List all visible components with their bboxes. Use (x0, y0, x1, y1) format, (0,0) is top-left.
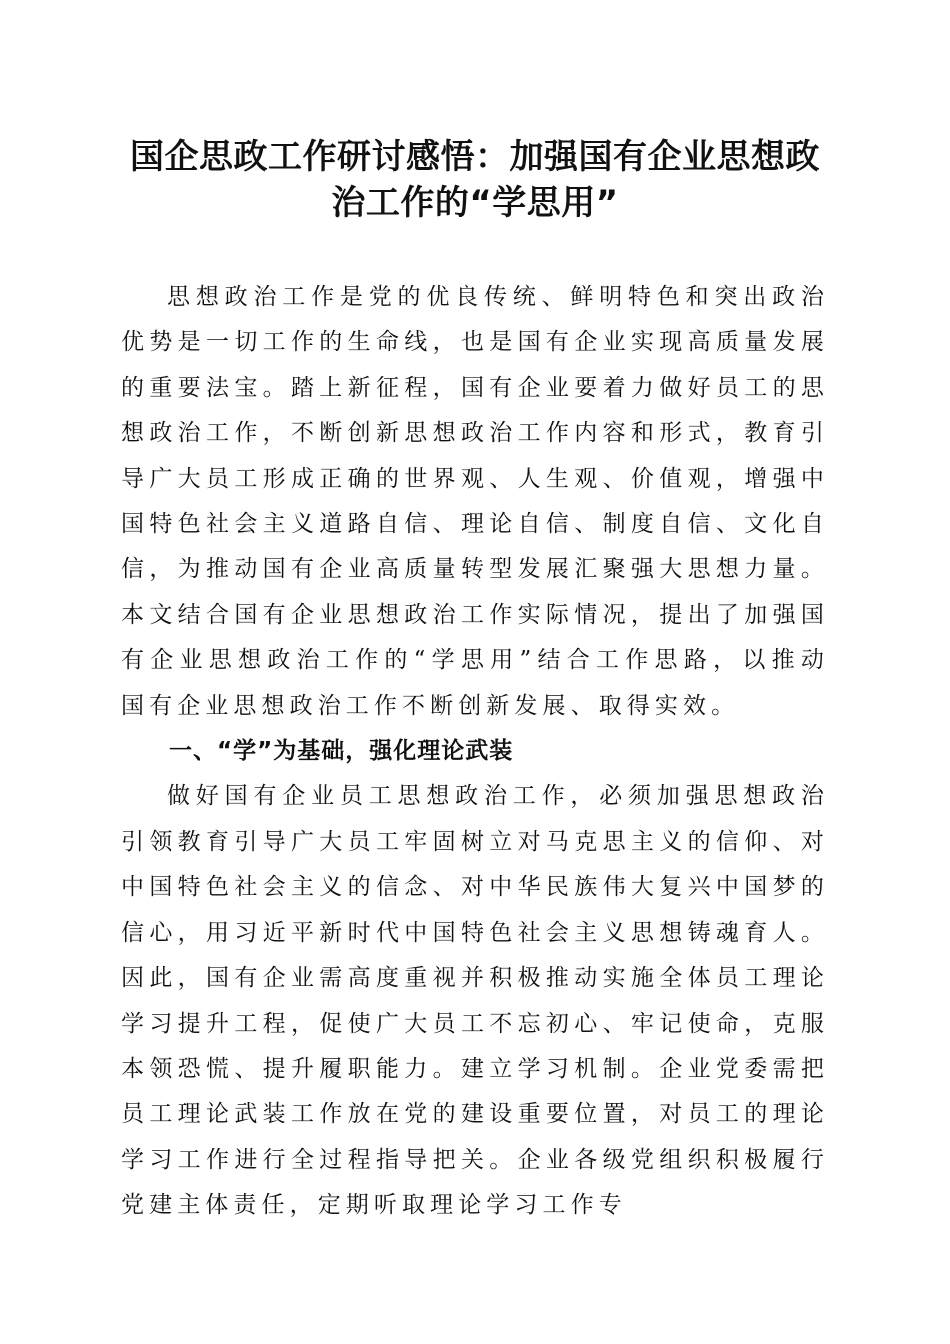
section-1-paragraph: 做好国有企业员工思想政治工作，必须加强思想政治引领教育引导广大员工牢固树立对马克思主义的信仰、对中国特色社会主义的信念、对中华民族伟大复兴中国梦的信心，用习近平新时代中国特色社会主义思想铸魂育人。因此，国有企业需高度重视并积极推动实施全体员工理论学习提升工程，促使广大员工不忘初心、牢记使命，克服本领恐慌、提升履职能力。建立学习机制。企业党委需把员工理论武装工作放在党的建设重要位置，对员工的理论学习工作进行全过程指导把关。企业各级党组织积极履行党建主体责任，定期听取理论学习工作专 (121, 783, 829, 1219)
document-title (118, 134, 832, 226)
title-line-2: 治工作的“学思用” (331, 183, 619, 223)
intro-paragraph: 思想政治工作是党的优良传统、鲜明特色和突出政治优势是一切工作的生命线，也是国有企业实现高质量发展的重要法宝。踏上新征程，国有企业要着力做好员工的思想政治工作，不断创新思想政治工作内容和形式，教育引导广大员工形成正确的世界观、人生观、价值观，增强中国特色社会主义道路自信、理论自信、制度自信、文化自信，为推动国有企业高质量转型发展汇聚强大思想力量。本文结合国有企业思想政治工作实际情况，提出了加强国有企业思想政治工作的“学思用”结合工作思路，以推动国有企业思想政治工作不断创新发展、取得实效。 (121, 284, 829, 719)
title-line-1: 国企思政工作研讨感悟：加强国有企业思想政 (130, 137, 820, 177)
section-heading-1: 一、“学”为基础，强化理论武装 (169, 738, 514, 765)
document-body (121, 275, 829, 1229)
